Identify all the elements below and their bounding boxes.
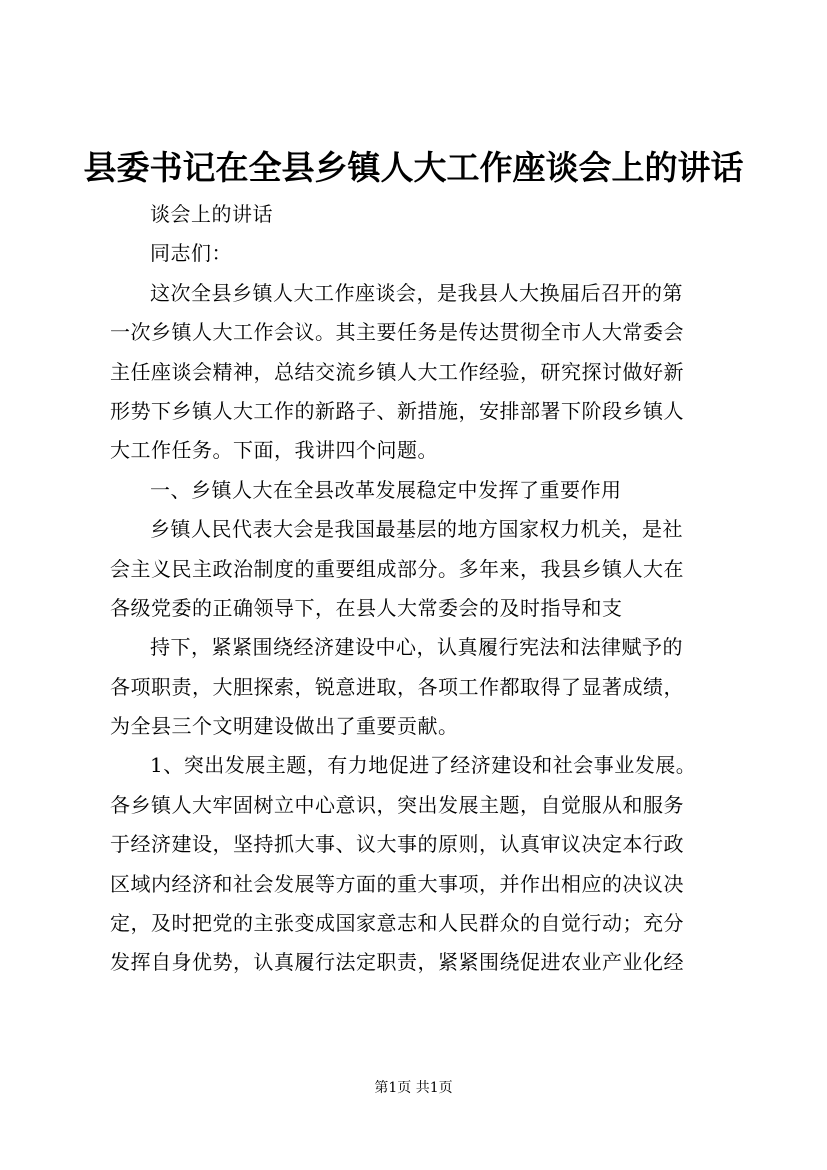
text-line: 会主义民主政治制度的重要组成部分。多年来，我县乡镇人大在 — [110, 556, 684, 581]
text-line: 1、突出发展主题，有力地促进了经济建设和社会事业发展。 — [150, 753, 697, 778]
text-line: 发挥自身优势，认真履行法定职责，紧紧围绕促进农业产业化经 — [110, 950, 684, 975]
text-line: 各级党委的正确领导下，在县人大常委会的及时指导和支 — [110, 595, 623, 620]
text-line: 主任座谈会精神，总结交流乡镇人大工作经验，研究探讨做好新 — [110, 359, 684, 384]
text-line: 为全县三个文明建设做出了重要贡献。 — [110, 714, 459, 739]
text-line: 定，及时把党的主张变成国家意志和人民群众的自觉行动；充分 — [110, 911, 684, 936]
text-line: 一次乡镇人大工作会议。其主要任务是传达贯彻全市人大常委会 — [110, 320, 684, 345]
text-line: 同志们： — [150, 241, 232, 266]
text-line: 各乡镇人大牢固树立中心意识，突出发展主题，自觉服从和服务 — [110, 792, 684, 817]
text-line: 持下，紧紧围绕经济建设中心，认真履行宪法和法律赋予的 — [150, 635, 683, 660]
text-line: 各项职责，大胆探索，锐意进取，各项工作都取得了显著成绩， — [110, 674, 684, 699]
text-line: 形势下乡镇人大工作的新路子、新措施，安排部署下阶段乡镇人 — [110, 398, 684, 423]
text-line: 谈会上的讲话 — [150, 202, 273, 226]
text-line: 这次全县乡镇人大工作座谈会，是我县人大换届后召开的第 — [150, 280, 683, 305]
document-body — [110, 195, 730, 983]
document-title: 县委书记在全县乡镇人大工作座谈会上的讲话 — [83, 148, 744, 187]
page-number: 第1页 共1页 — [374, 1080, 453, 1096]
text-line: 大工作任务。下面，我讲四个问题。 — [110, 438, 438, 463]
text-line: 于经济建设，坚持抓大事、议大事的原则，认真审议决定本行政 — [110, 832, 684, 857]
text-line: 区域内经济和社会发展等方面的重大事项，并作出相应的决议决 — [110, 871, 684, 896]
text-line: 乡镇人民代表大会是我国最基层的地方国家权力机关，是社 — [150, 517, 683, 542]
section-heading: 一、乡镇人大在全县改革发展稳定中发挥了重要作用 — [150, 477, 622, 502]
